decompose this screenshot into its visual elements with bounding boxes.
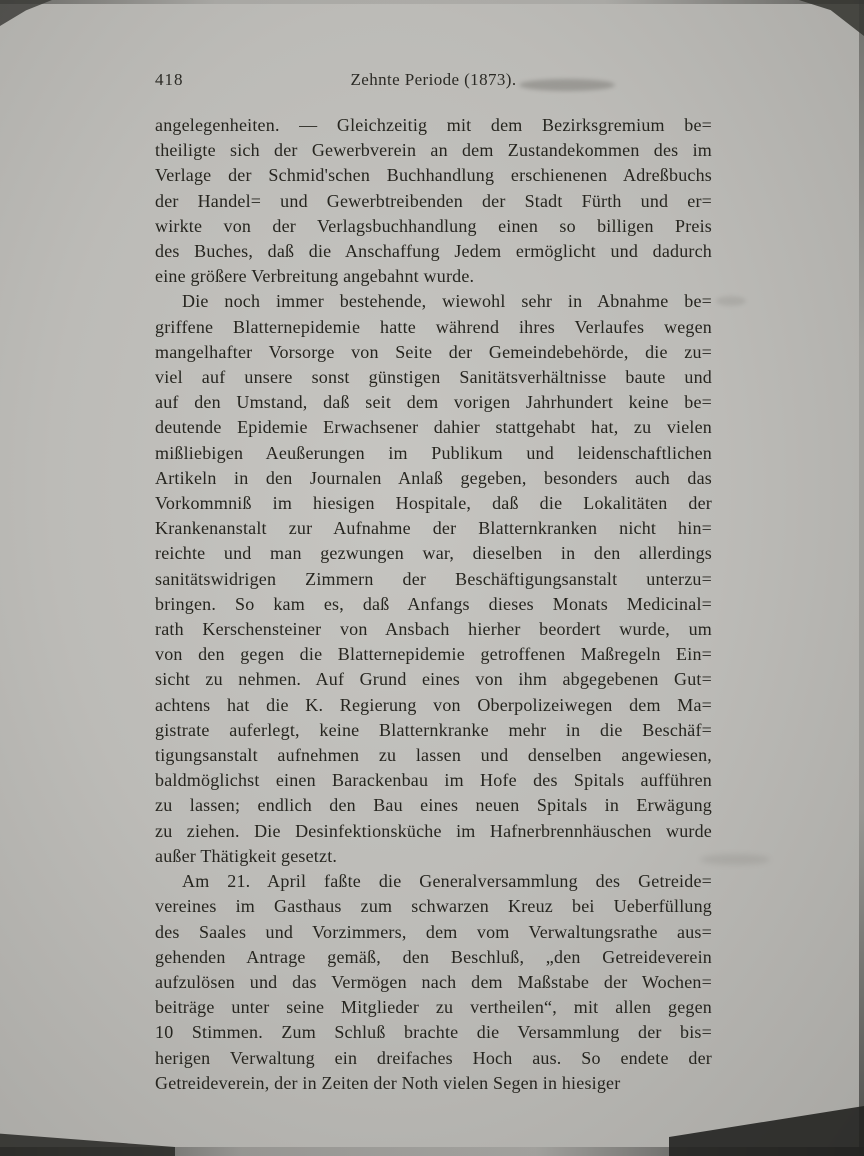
text-line: reichte und man gezwungen war, dieselben in den allerdings bbox=[155, 543, 712, 564]
scan-smudge-margin-upper bbox=[716, 296, 746, 306]
text-line: tigungsanstalt aufnehmen zu lassen und denselben angewiesen, bbox=[155, 745, 712, 766]
text-line: zu lassen; endlich den Bau eines neuen Spitals in Erwägung bbox=[155, 795, 712, 816]
text-line: angelegenheiten. — Gleichzeitig mit dem Bezirksgremium be= bbox=[155, 115, 712, 135]
text-line: mißliebigen Aeußerungen im Publikum und leidenschaftlichen bbox=[155, 442, 712, 463]
text-line: der Handel= und Gewerbtreibenden der Stadt Fürth und er= bbox=[155, 190, 712, 211]
text-line: gehenden Antrage gemäß, den Beschluß, „den Getreideverein bbox=[155, 946, 712, 967]
paragraph bbox=[155, 289, 712, 869]
scan-artifact-bottom-edge bbox=[0, 1147, 864, 1156]
text-line: eine größere Verbreitung angebahnt wurde. bbox=[155, 266, 475, 287]
text-column bbox=[155, 70, 712, 1096]
text-line: gistrate auferlegt, keine Blatternkranke mehr in die Beschäf= bbox=[155, 719, 712, 740]
text-line: von den gegen die Blatternepidemie getroffenen Maßregeln Ein= bbox=[155, 644, 712, 665]
text-line: Krankenanstalt zur Aufnahme der Blatternkranken nicht hin= bbox=[155, 518, 712, 539]
text-line: deutende Epidemie Erwachsener dahier stattgehabt hat, zu vielen bbox=[155, 417, 712, 438]
text-line: Verlage der Schmid'schen Buchhandlung erschienenen Adreßbuchs bbox=[155, 165, 712, 186]
text-line: sanitätswidrigen Zimmern der Beschäftigungsanstalt unterzu= bbox=[155, 568, 712, 589]
scan-artifact-top-edge bbox=[0, 0, 864, 4]
scan-artifact-bottom-left bbox=[0, 1124, 175, 1156]
scan-artifact-bottom-right bbox=[669, 1106, 864, 1156]
paragraph bbox=[155, 113, 712, 289]
text-line: Getreideverein, der in Zeiten der Noth vielen Segen in hiesiger bbox=[155, 1072, 621, 1093]
text-line: zu ziehen. Die Desinfektionsküche im Hafnerbrennhäuschen wurde bbox=[155, 820, 712, 841]
text-line: baldmöglichst einen Barackenbau im Hofe des Spitals aufführen bbox=[155, 770, 712, 791]
page-number: 418 bbox=[155, 70, 184, 89]
text-line: beiträge unter seine Mitglieder zu vertheilen“, mit allen gegen bbox=[155, 997, 712, 1018]
text-line: griffene Blatternepidemie hatte während ihres Verlaufes wegen bbox=[155, 316, 712, 337]
text-line: viel auf unsere sonst günstigen Sanitätsverhältnisse baute und bbox=[155, 367, 712, 388]
text-block bbox=[155, 113, 712, 1096]
text-line: des Saales und Vorzimmers, dem vom Verwaltungsrathe aus= bbox=[155, 921, 712, 942]
scan-artifact-top-right bbox=[790, 0, 864, 36]
text-line: sicht zu nehmen. Auf Grund eines von ihm abgegebenen Gut= bbox=[155, 669, 712, 690]
paragraph bbox=[155, 869, 712, 1096]
text-line: aufzulösen und das Vermögen nach dem Maßstabe der Wochen= bbox=[155, 971, 712, 992]
text-line: theiligte sich der Gewerbverein an dem Zustandekommen des im bbox=[155, 140, 712, 161]
scan-artifact-top-left bbox=[0, 0, 52, 26]
text-line: vereines im Gasthaus zum schwarzen Kreuz bei Ueberfüllung bbox=[155, 896, 712, 917]
page-header-title: Zehnte Periode (1873). bbox=[350, 70, 517, 89]
text-line: herigen Verwaltung ein dreifaches Hoch aus. So endete der bbox=[155, 1047, 712, 1068]
text-line: Am 21. April faßte die Generalversammlung des Getreide= bbox=[182, 871, 712, 892]
scan-artifact-right-edge bbox=[859, 0, 864, 1156]
running-head bbox=[155, 70, 712, 98]
text-line: außer Thätigkeit gesetzt. bbox=[155, 845, 338, 866]
text-line: wirkte von der Verlagsbuchhandlung einen so billigen Preis bbox=[155, 215, 712, 236]
text-line: mangelhafter Vorsorge von Seite der Gemeindebehörde, die zu= bbox=[155, 341, 712, 362]
text-line: Vorkommniß im hiesigen Hospitale, daß die Lokalitäten der bbox=[155, 493, 712, 514]
text-line: achtens hat die K. Regierung von Oberpolizeiwegen dem Ma= bbox=[155, 694, 712, 715]
text-line: rath Kerschensteiner von Ansbach hierher beordert wurde, um bbox=[155, 619, 712, 640]
text-line: auf den Umstand, daß seit dem vorigen Jahrhundert keine be= bbox=[155, 392, 712, 413]
text-line: Artikeln in den Journalen Anlaß gegeben, besonders auch das bbox=[155, 467, 712, 488]
text-line: 10 Stimmen. Zum Schluß brachte die Versammlung der bis= bbox=[155, 1022, 712, 1043]
text-line: des Buches, daß die Anschaffung Jedem ermöglicht und dadurch bbox=[155, 241, 712, 262]
text-line: bringen. So kam es, daß Anfangs dieses Monats Medicinal= bbox=[155, 593, 712, 614]
text-line: Die noch immer bestehende, wiewohl sehr in Abnahme be= bbox=[182, 291, 712, 312]
